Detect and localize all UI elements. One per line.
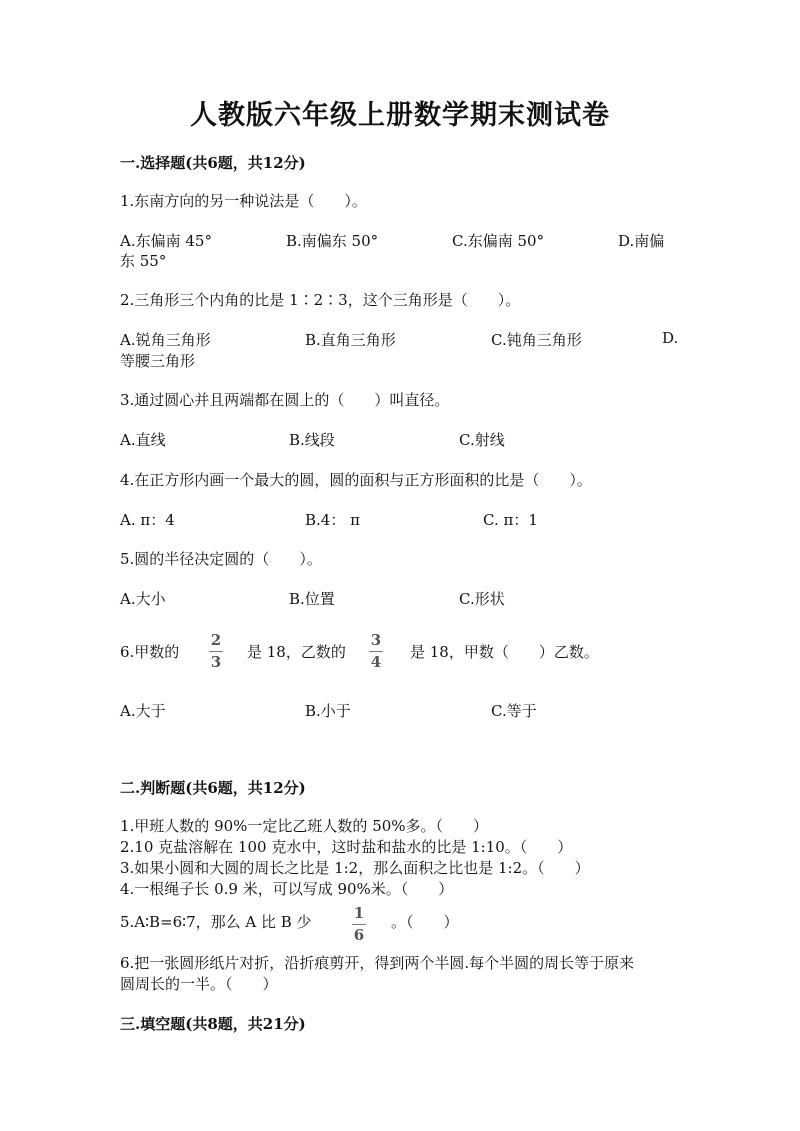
question-6-part3: 是 18，甲数（ ）乙数。 <box>410 643 599 661</box>
question-4-stem: 4.在正方形内画一个最大的圆，圆的面积与正方形面积的比是（ ）。 <box>120 471 592 489</box>
question-4-option-a: A. π：4 <box>120 511 175 529</box>
fraction-denominator: 4 <box>370 653 382 671</box>
question-2-option-d-cont: 等腰三角形 <box>120 352 196 370</box>
question-2-stem: 2.三角形三个内角的比是 1∶2∶3，这个三角形是（ ）。 <box>120 291 521 309</box>
question-1-option-d: D.南偏 <box>618 232 665 250</box>
question-5-option-b: B.位置 <box>289 590 335 608</box>
question-1-option-d-cont: 东 55° <box>120 252 167 270</box>
judgment-4: 4.一根绳子长 0.9 米，可以写成 90%米。（ ） <box>120 880 454 898</box>
question-1-stem: 1.东南方向的另一种说法是（ ）。 <box>120 192 367 210</box>
question-2-option-d: D. <box>662 329 679 347</box>
question-4-option-b: B.4： π <box>305 511 360 529</box>
question-5-option-a: A.大小 <box>120 590 166 608</box>
section-heading-judgment: 二.判断题(共6题，共12分) <box>120 779 306 797</box>
fraction-denominator: 6 <box>353 926 365 944</box>
question-6-option-b: B.小于 <box>305 702 351 720</box>
judgment-5-part2: 。（ ） <box>391 913 459 931</box>
judgment-2: 2.10 克盐溶解在 100 克水中，这时盐和盐水的比是 1:10。（ ） <box>120 838 573 856</box>
fraction-numerator: 1 <box>353 904 365 922</box>
fraction-denominator: 3 <box>210 653 222 671</box>
question-6-option-a: A.大于 <box>120 702 166 720</box>
fraction-bar <box>352 924 366 925</box>
question-1-option-b: B.南偏东 50° <box>286 232 379 250</box>
fraction-numerator: 2 <box>210 631 222 649</box>
question-6-fraction-2 <box>369 633 383 670</box>
page-title: 人教版六年级上册数学期末测试卷 <box>190 100 610 131</box>
question-6-option-c: C.等于 <box>491 702 537 720</box>
section-heading-choice: 一.选择题(共6题，共12分) <box>120 154 306 172</box>
question-5-option-c: C.形状 <box>459 590 505 608</box>
question-4-option-c: C. π：1 <box>483 511 538 529</box>
judgment-1: 1.甲班人数的 90%一定比乙班人数的 50%多。（ ） <box>120 817 489 835</box>
fraction-numerator: 3 <box>370 631 382 649</box>
question-6-fraction-1 <box>209 633 223 670</box>
judgment-3: 3.如果小圆和大圆的周长之比是 1:2，那么面积之比也是 1:2。（ ） <box>120 859 590 877</box>
question-6-part1: 6.甲数的 <box>120 643 180 661</box>
judgment-6-line2: 圆周长的一半。（ ） <box>120 975 278 993</box>
question-2-option-c: C.钝角三角形 <box>491 331 582 349</box>
question-3-option-c: C.射线 <box>459 431 505 449</box>
question-2-option-b: B.直角三角形 <box>305 331 396 349</box>
question-2-option-a: A.锐角三角形 <box>120 331 211 349</box>
section-heading-fill: 三.填空题(共8题，共21分) <box>120 1015 306 1033</box>
question-3-option-b: B.线段 <box>289 431 335 449</box>
question-3-option-a: A.直线 <box>120 431 166 449</box>
question-1-option-c: C.东偏南 50° <box>452 232 545 250</box>
judgment-5-fraction <box>352 906 366 943</box>
judgment-6-line1: 6.把一张圆形纸片对折，沿折痕剪开，得到两个半圆.每个半圆的周长等于原来 <box>120 954 635 972</box>
question-5-stem: 5.圆的半径决定圆的（ ）。 <box>120 550 322 568</box>
fraction-bar <box>209 651 223 652</box>
question-6-part2: 是 18，乙数的 <box>247 643 346 661</box>
judgment-5-part1: 5.A∶B=6∶7，那么 A 比 B 少 <box>120 913 312 931</box>
fraction-bar <box>369 651 383 652</box>
question-1-option-a: A.东偏南 45° <box>120 232 212 250</box>
question-3-stem: 3.通过圆心并且两端都在圆上的（ ）叫直径。 <box>120 391 450 409</box>
